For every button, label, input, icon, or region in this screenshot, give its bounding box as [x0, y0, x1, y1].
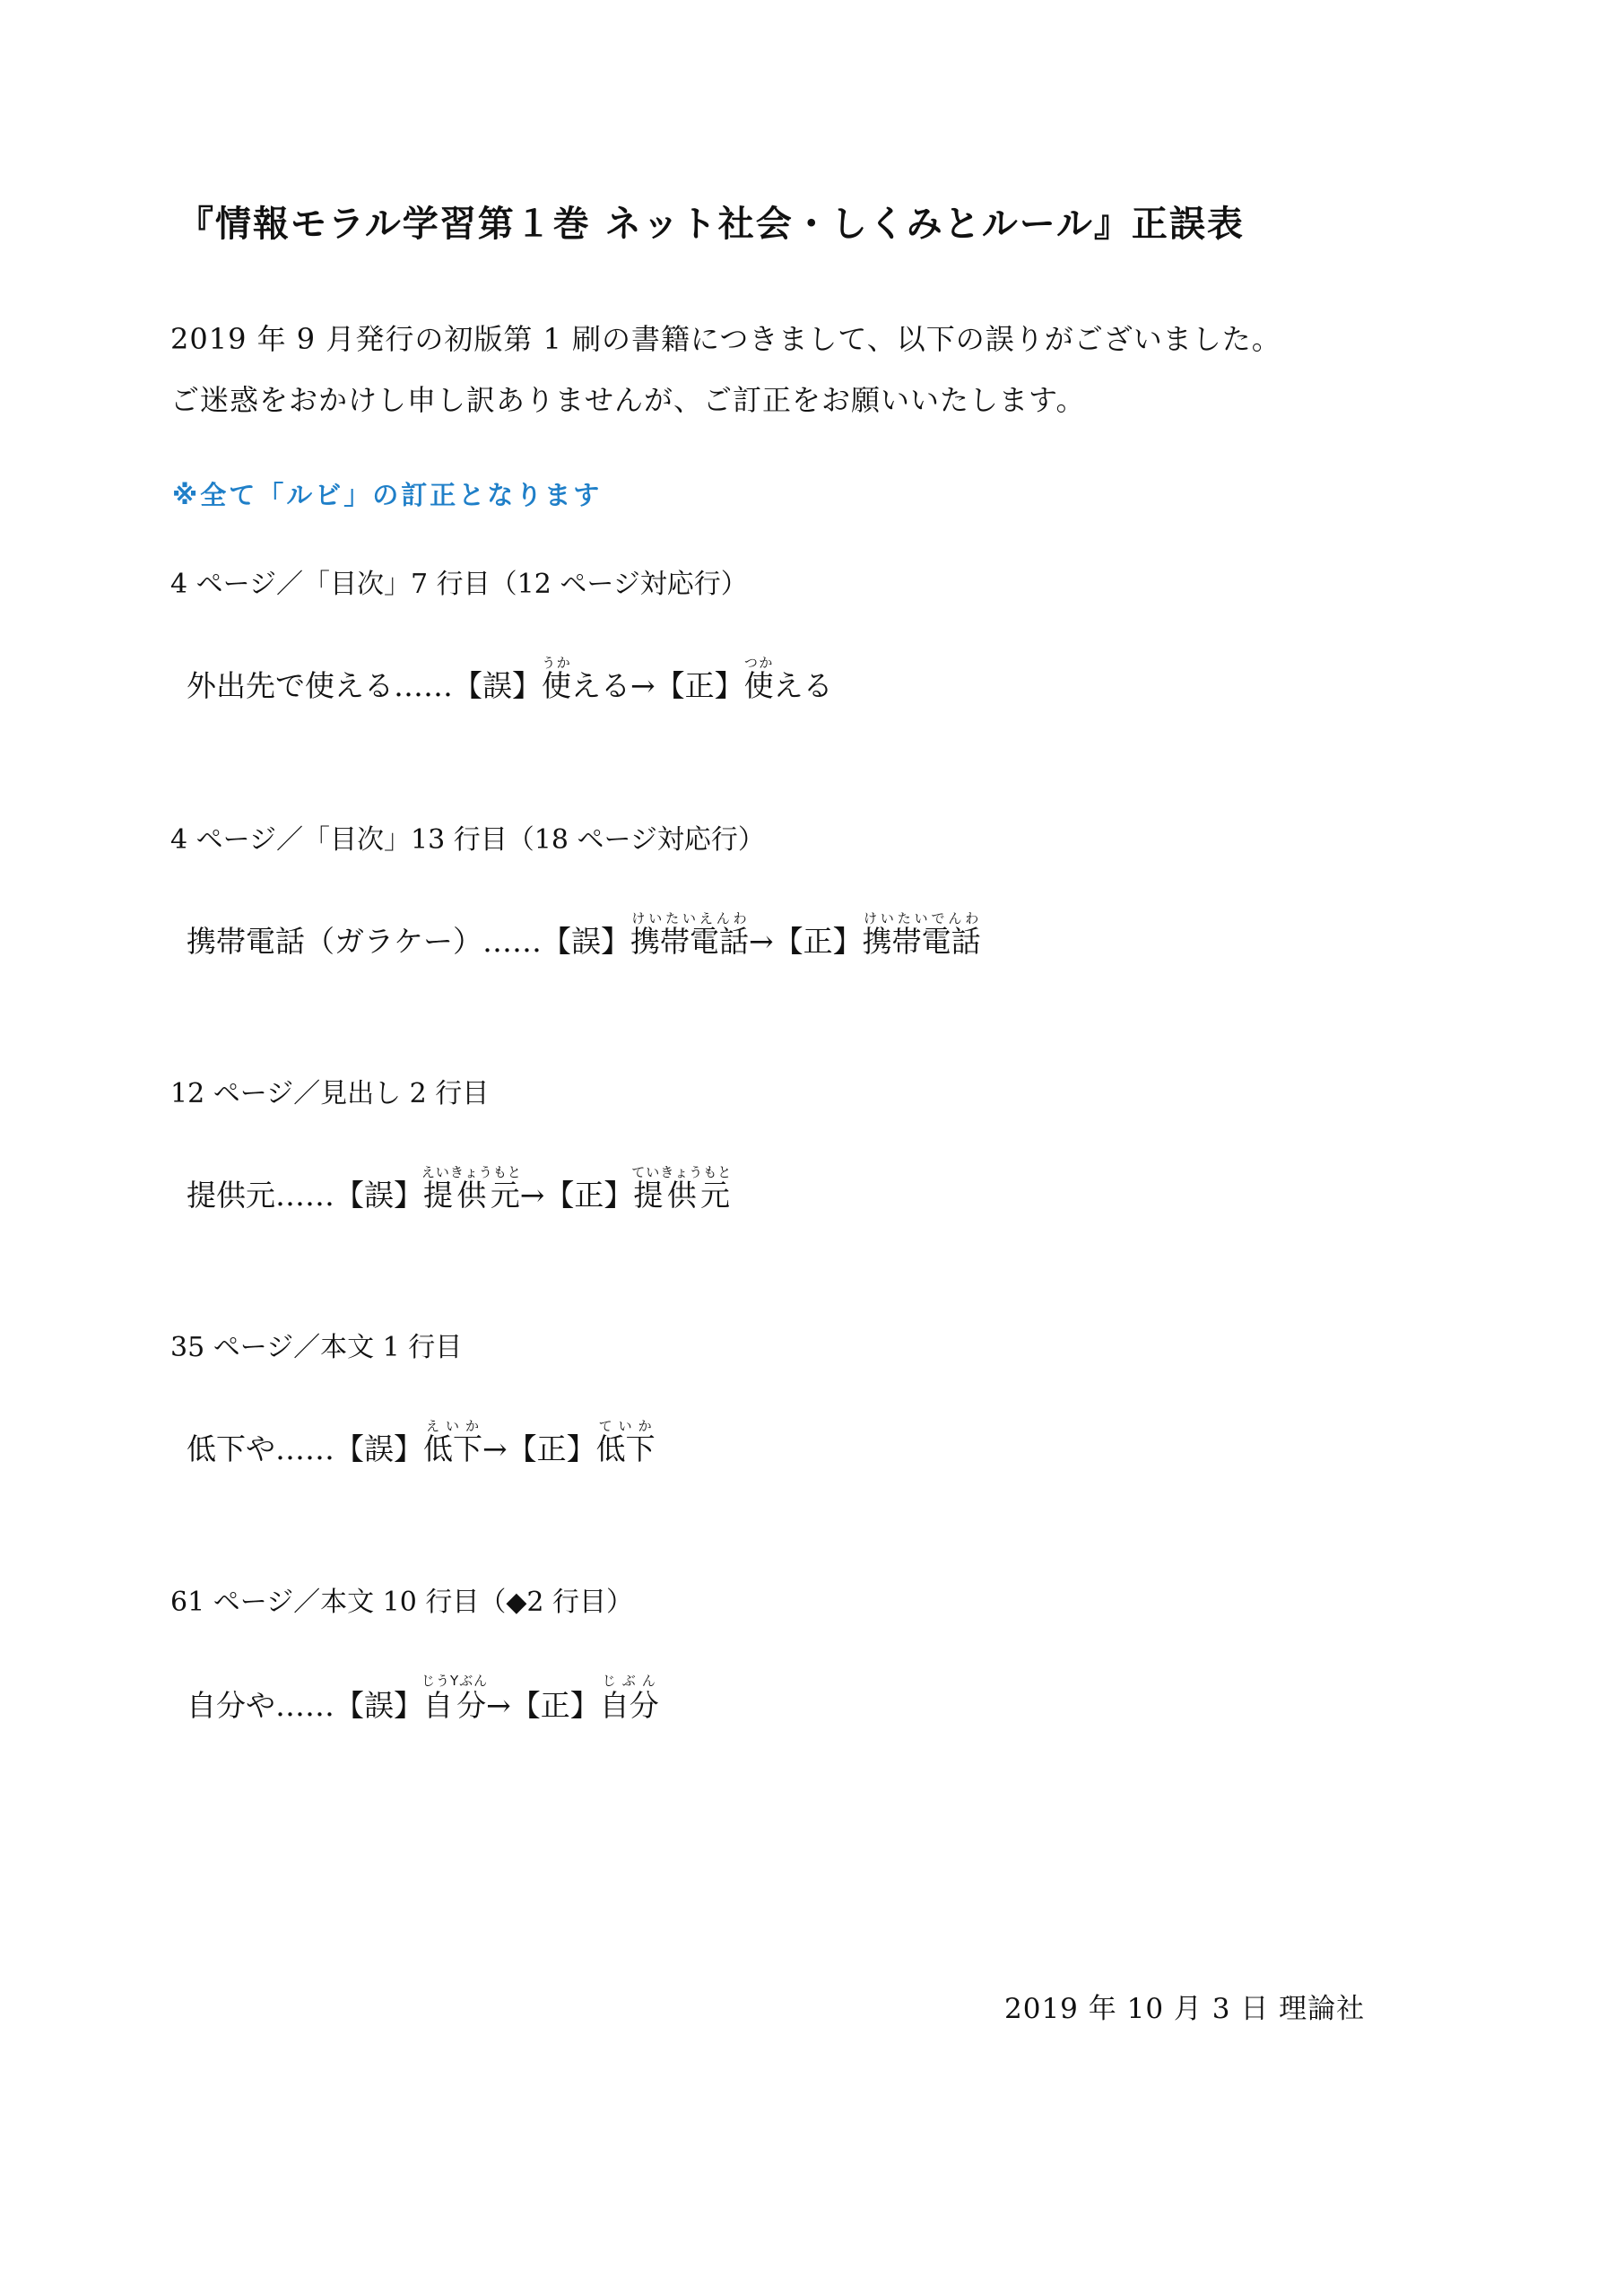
wrong-label: 【誤】	[334, 1178, 423, 1213]
errata-entry-2	[170, 821, 1515, 961]
wrong-label: 【誤】	[334, 1688, 423, 1723]
wrong-ruby: えいきょうもと	[421, 1164, 522, 1180]
entry-correction	[187, 1418, 1515, 1469]
right-ruby: ていきょうもと	[631, 1164, 733, 1180]
wrong-ruby: けいたいえんわ	[630, 910, 749, 926]
entry-correction	[187, 1164, 1515, 1215]
wrong-tail: →	[486, 1688, 511, 1723]
entry-context: 携帯電話（ガラケー）……	[187, 924, 542, 959]
entry-location: 12 ページ／見出し 2 行目	[170, 1078, 490, 1109]
right-label: 【正】	[544, 1178, 634, 1213]
wrong-word: 使うか	[542, 655, 571, 703]
entry-context: 外出先で使える……	[187, 668, 453, 703]
right-ruby: じぶん	[599, 1673, 659, 1689]
errata-entry-4	[170, 1328, 1515, 1469]
intro-paragraph	[170, 309, 1515, 430]
right-word: 低下ていか	[595, 1418, 656, 1466]
wrong-ruby: じうYぶん	[421, 1673, 489, 1689]
right-ruby: ていか	[595, 1418, 656, 1434]
right-word: 自分じぶん	[599, 1673, 659, 1723]
wrong-word: 提供元えいきょうもと	[421, 1164, 522, 1213]
right-word: 携帯電話けいたいでんわ	[862, 910, 981, 959]
wrong-tail: →	[519, 1178, 545, 1213]
entry-correction	[187, 910, 1515, 961]
right-tail: える	[773, 668, 833, 703]
wrong-ruby: えいか	[423, 1418, 482, 1434]
errata-entry-1	[170, 565, 1515, 706]
entry-correction	[187, 655, 1515, 706]
entry-location: 61 ページ／本文 10 行目（◆2 行目）	[170, 1587, 634, 1618]
errata-entry-5	[170, 1583, 1515, 1726]
wrong-word: 低下えいか	[423, 1418, 482, 1466]
document-title: 『情報モラル学習第１巻 ネット社会・しくみとルール』正誤表	[178, 204, 1245, 245]
right-word: 使つか	[743, 655, 774, 703]
intro-line-2: ご迷惑をおかけし申し訳ありませんが、ご訂正をお願いいたします。	[170, 383, 1086, 417]
entry-context: 提供元……	[187, 1178, 334, 1213]
right-ruby: つか	[743, 655, 774, 671]
right-label: 【正】	[510, 1688, 600, 1723]
wrong-ruby: うか	[542, 655, 571, 671]
intro-line-1: 2019 年 9 月発行の初版第 1 刷の書籍につきまして、以下の誤りがございました。	[170, 322, 1281, 356]
errata-entry-3	[170, 1074, 1515, 1215]
entry-correction	[187, 1673, 1515, 1726]
entry-context: 低下や……	[187, 1431, 334, 1466]
publication-date-publisher: 2019 年 10 月 3 日 理論社	[1004, 1993, 1366, 2025]
right-ruby: けいたいでんわ	[862, 910, 981, 926]
wrong-tail: える→	[571, 668, 656, 703]
right-label: 【正】	[655, 668, 744, 703]
wrong-label: 【誤】	[542, 924, 630, 959]
ruby-correction-note: ※全て「ルビ」の訂正となります	[172, 480, 603, 510]
wrong-tail: →	[749, 924, 774, 959]
entry-location: 4 ページ／「目次」13 行目（18 ページ対応行）	[170, 824, 765, 856]
wrong-tail: →	[482, 1431, 508, 1466]
right-label: 【正】	[507, 1431, 596, 1466]
wrong-word: 携帯電話けいたいえんわ	[630, 910, 749, 959]
wrong-label: 【誤】	[334, 1431, 423, 1466]
entry-location: 4 ページ／「目次」7 行目（12 ページ対応行）	[170, 569, 748, 600]
right-word: 提供元ていきょうもと	[631, 1164, 733, 1213]
entry-location: 35 ページ／本文 1 行目	[170, 1332, 463, 1363]
wrong-word: 自分じうYぶん	[421, 1673, 489, 1723]
wrong-label: 【誤】	[453, 668, 542, 703]
right-label: 【正】	[773, 924, 863, 959]
entry-context: 自分や……	[187, 1688, 334, 1723]
